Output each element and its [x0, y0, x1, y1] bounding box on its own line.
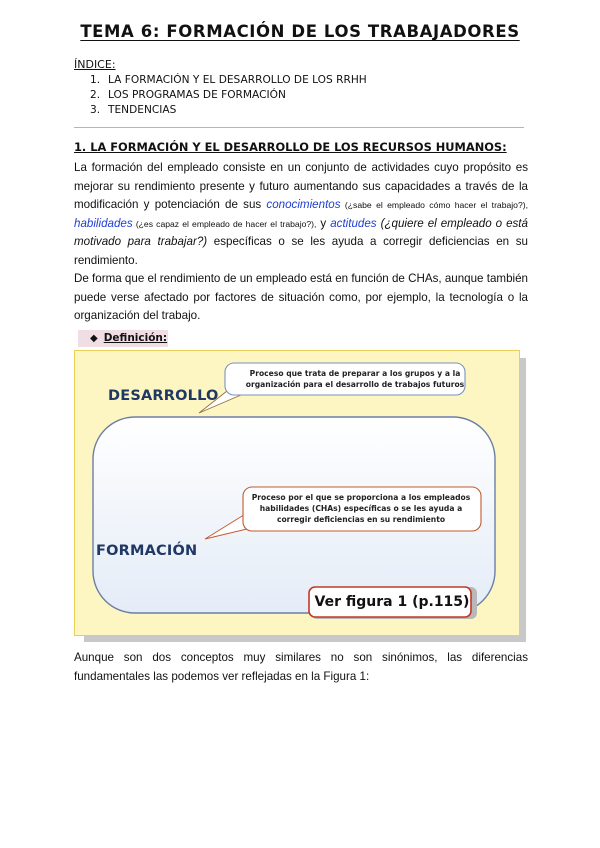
- callout-formacion-text: Proceso por el que se proporciona a los empleados habilidades (CHAs) específicas o se les ayuda a corregir deficiencias en su rendimiento: [251, 493, 471, 524]
- paragraph-rendimiento: De forma que el rendimiento de un empleado está en función de CHAs, aunque también puede verse afectado por factores de situación como, por ejemplo, la tecnología o la organización del trabajo.: [74, 272, 528, 323]
- keyword-conocimientos: conocimientos: [266, 198, 341, 212]
- index-item[interactable]: 3. TENDENCIAS: [90, 104, 177, 116]
- desarrollo-label: DESARROLLO: [108, 388, 219, 404]
- diamond-bullet-icon: ◆: [90, 333, 98, 344]
- index-item[interactable]: 1. LA FORMACIÓN Y EL DESARROLLO DE LOS RRHH: [90, 74, 367, 86]
- keyword-habilidades: habilidades: [74, 216, 133, 230]
- page-title: TEMA 6: FORMACIÓN DE LOS TRABAJADORES: [80, 22, 520, 41]
- index-label: ÍNDICE:: [74, 58, 116, 71]
- index-list: [90, 73, 367, 118]
- section-heading: 1. LA FORMACIÓN Y EL DESARROLLO DE LOS RECURSOS HUMANOS:: [74, 140, 507, 154]
- keyword-actitudes: actitudes: [330, 216, 377, 230]
- paragraph-definition: La formación del empleado consiste en un conjunto de actividades cuyo propósito es mejorar su rendimiento presente y futuro aumentando sus capacidades a través de la modificación y potenciación de sus conocimientos (¿sabe el empleado cómo hacer el trabajo?), habilidades (¿es capaz el empleado de hacer el trabajo?), y actitudes (¿quiere el empleado o está motivado para trabajar?) específicas o se les ayuda a corregir deficiencias en su rendimiento.: [74, 161, 529, 267]
- formacion-label: FORMACIÓN: [96, 543, 198, 559]
- ver-figura-link[interactable]: Ver figura 1 (p.115): [314, 594, 470, 610]
- divider: [74, 127, 524, 128]
- callout-desarrollo-text: Proceso que trata de preparar a los grupos y a la organización para el desarrollo de trabajos futuros: [245, 369, 465, 389]
- definition-label: ◆ Definición:: [78, 330, 168, 347]
- paragraph-diferencias: Aunque son dos conceptos muy similares no son sinónimos, las diferencias fundamentales las podemos ver reflejadas en la Figura 1:: [74, 651, 528, 683]
- index-item[interactable]: 2. LOS PROGRAMAS DE FORMACIÓN: [90, 89, 286, 101]
